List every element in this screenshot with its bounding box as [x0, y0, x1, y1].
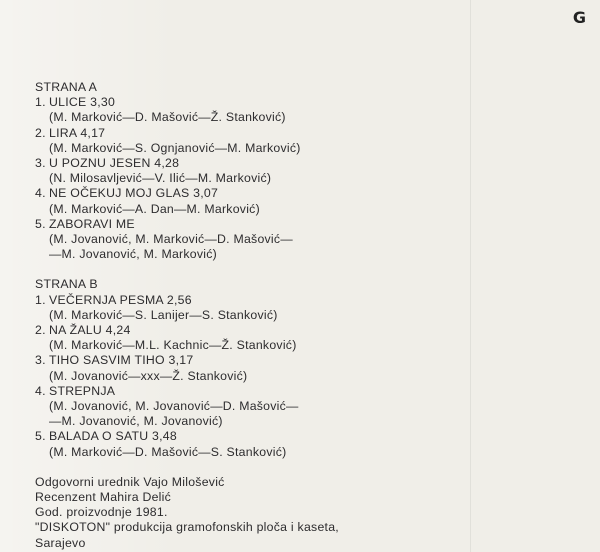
track-title: U POZNU JESEN 4,28: [49, 156, 180, 171]
credit-line: God. proizvodnje 1981.: [35, 505, 168, 520]
track-title: NE OČEKUJ MOJ GLAS 3,07: [49, 186, 219, 201]
track-credits: (M. Marković—M.L. Kachnic—Ž. Stanković): [49, 338, 297, 353]
track-title: LIRA 4,17: [49, 125, 106, 140]
track-title-row: [35, 323, 455, 338]
track-title: VEČERNJA PESMA 2,56: [49, 292, 192, 307]
track-credits: (M. Jovanović—xxx—Ž. Stanković): [49, 368, 248, 383]
track-title-row: [35, 384, 455, 399]
corner-logo: G: [572, 8, 586, 27]
track-listing: [35, 80, 455, 551]
credit-line: Recenzent Mahira Delić: [35, 490, 172, 505]
track-title-row: [35, 429, 455, 444]
track-title-row: [35, 353, 455, 368]
track-title: NA ŽALU 4,24: [49, 323, 131, 338]
track-credits: (M. Marković—A. Dan—M. Marković): [49, 201, 260, 216]
track-credits: —M. Jovanović, M. Marković): [49, 247, 218, 262]
track-number: 4.: [35, 186, 46, 201]
track-credits: (M. Marković—D. Mašović—S. Stanković): [49, 444, 287, 459]
side-a: [35, 80, 455, 262]
side-a-heading: STRANA A: [35, 80, 98, 94]
track-title: STREPNJA: [49, 383, 116, 398]
track-credits: (N. Milosavljević—V. Ilić—M. Marković): [49, 171, 272, 186]
track-credits: —M. Jovanović, M. Jovanović): [49, 414, 223, 429]
track-number: 5.: [35, 216, 46, 231]
track-number: 1.: [35, 95, 46, 110]
credit-line: Sarajevo: [35, 535, 86, 550]
track-credits: (M. Marković—S. Lanijer—S. Stanković): [49, 307, 278, 322]
track-number: 3.: [35, 353, 46, 368]
track-title: TIHO SASVIM TIHO 3,17: [49, 353, 194, 368]
side-b-tracks: [35, 293, 455, 460]
credit-line: "DISKOTON" produkcija gramofonskih ploča i kaseta,: [35, 520, 339, 535]
track-number: 2.: [35, 323, 46, 338]
track-title: ZABORAVI ME: [49, 216, 135, 231]
side-b-heading: STRANA B: [35, 277, 98, 292]
track-title-row: [35, 156, 455, 171]
track-number: 5.: [35, 429, 46, 444]
track-number: 2.: [35, 125, 46, 140]
track-credits: (M. Jovanović, M. Jovanović—D. Mašović—: [49, 399, 299, 414]
track-title-row: [35, 95, 455, 110]
track-title-row: [35, 217, 455, 232]
side-a-tracks: [35, 95, 455, 262]
track-number: 1.: [35, 292, 46, 307]
track-title-row: [35, 186, 455, 201]
track-number: 3.: [35, 156, 46, 171]
track-title-row: [35, 126, 455, 141]
track-title-row: [35, 293, 455, 308]
track-title: ULICE 3,30: [49, 95, 116, 110]
side-b: [35, 277, 455, 459]
fold-line: [470, 0, 471, 552]
track-credits: (M. Jovanović, M. Marković—D. Mašović—: [49, 232, 293, 247]
track-number: 4.: [35, 383, 46, 398]
production-credits: [35, 475, 455, 551]
track-credits: (M. Marković—S. Ognjanović—M. Marković): [49, 140, 301, 155]
track-title: BALADA O SATU 3,48: [49, 429, 177, 444]
track-credits: (M. Marković—D. Mašović—Ž. Stanković): [49, 110, 286, 125]
credit-line: Odgovorni urednik Vajo Milošević: [35, 474, 225, 489]
